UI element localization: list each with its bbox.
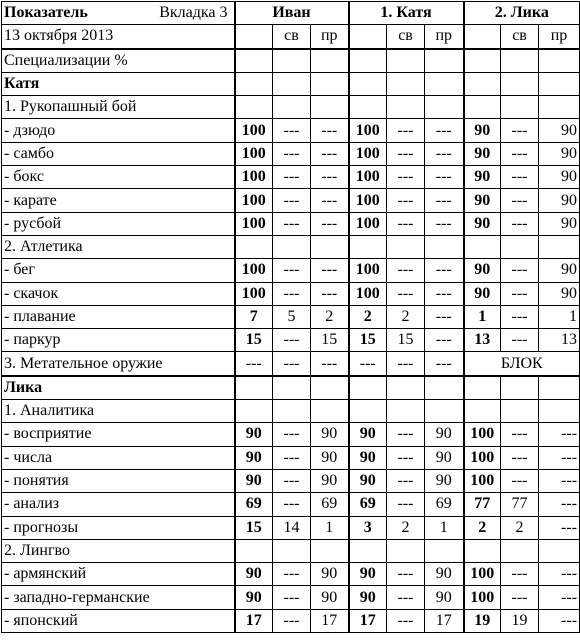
value-cell-pr: --- [539,469,580,492]
empty-cell [235,235,273,258]
value-cell-total: 100 [349,259,387,282]
empty-cell [273,235,311,258]
subheader-sv: св [273,25,311,49]
value-cell-total: 15 [235,329,273,352]
value-cell-total: 2 [464,516,501,539]
row-label: - бег [2,259,235,282]
value-cell-pr: --- [311,282,349,305]
empty-cell [387,96,425,119]
data-row [2,259,580,282]
category-label: 1. Рукопашный бой [2,96,235,119]
value-cell-sv: --- [501,142,539,165]
header-title-cell [2,2,235,25]
value-cell-total: 90 [349,423,387,446]
row-label: - западно-германские [2,586,235,609]
value-cell-pr: 90 [539,282,580,305]
empty-cell [501,49,539,73]
indicator-label: Показатель [4,4,88,22]
block-row [2,352,580,376]
value-cell-pr: --- [539,563,580,586]
value-cell-sv: 77 [501,493,539,516]
value-cell-total: 100 [235,142,273,165]
value-cell-pr: 90 [425,423,464,446]
empty-cell [425,49,464,73]
section-row [2,72,580,95]
group-header-katya: 1. Катя [349,2,464,25]
category-row [2,400,580,423]
value-cell-sv: --- [387,469,425,492]
value-cell-sv: --- [273,212,311,235]
value-cell-sv: --- [273,609,311,632]
empty-cell [311,72,349,95]
empty-cell [235,539,273,562]
category-label: 1. Аналитика [2,400,235,423]
value-cell-pr: --- [425,282,464,305]
empty-cell [425,400,464,423]
empty-cell [539,539,580,562]
value-cell-sv: --- [501,423,539,446]
empty-cell [464,72,501,95]
empty-cell [539,96,580,119]
value-cell-pr: 90 [311,563,349,586]
value-cell-pr: --- [539,516,580,539]
empty-cell [539,400,580,423]
row-label: - плавание [2,305,235,328]
value-cell-pr: --- [539,586,580,609]
empty-cell [273,400,311,423]
empty-cell [425,96,464,119]
value-cell-pr: 90 [311,423,349,446]
value-cell-pr: 17 [311,609,349,632]
value-cell-total: 100 [464,423,501,446]
data-row [2,282,580,305]
value-cell-sv: --- [501,563,539,586]
data-row [2,212,580,235]
empty-cell [464,539,501,562]
value-cell-total: 90 [464,142,501,165]
empty-cell [464,400,501,423]
value-cell-total: 100 [235,282,273,305]
row-label: - восприятие [2,423,235,446]
empty-cell [425,235,464,258]
value-cell-pr: 90 [425,586,464,609]
value-cell-pr: 90 [539,142,580,165]
empty-cell [387,376,425,400]
value-cell-total: 100 [349,166,387,189]
empty-cell [273,376,311,400]
row-label: - паркур [2,329,235,352]
subheader-pr: пр [425,25,464,49]
empty-cell [349,376,387,400]
value-cell-sv: --- [501,259,539,282]
value-cell-sv: 19 [501,609,539,632]
value-cell-pr: --- [425,305,464,328]
value-cell-total: 90 [349,446,387,469]
row-label: - русбой [2,212,235,235]
row-label: - скачок [2,282,235,305]
row-label: - понятия [2,469,235,492]
value-cell: --- [387,352,425,376]
empty-cell [349,539,387,562]
value-cell-pr: 2 [311,305,349,328]
empty-cell [235,49,273,73]
value-cell-sv: --- [273,493,311,516]
value-cell-sv: 5 [273,305,311,328]
value-cell-total: 13 [464,329,501,352]
value-cell: --- [425,352,464,376]
value-cell-sv: 2 [501,516,539,539]
value-cell-total: 100 [464,586,501,609]
value-cell-total: 100 [235,166,273,189]
value-cell-total: 100 [464,563,501,586]
value-cell: --- [235,352,273,376]
value-cell-sv: 14 [273,516,311,539]
value-cell-total: 17 [349,609,387,632]
data-row [2,423,580,446]
empty-cell [501,72,539,95]
value-cell-pr: --- [311,259,349,282]
empty-cell [425,376,464,400]
section-label: Лика [2,376,235,400]
value-cell-sv: --- [273,586,311,609]
value-cell-total: 100 [235,189,273,212]
data-row [2,493,580,516]
value-cell-sv: --- [387,142,425,165]
empty-cell [311,376,349,400]
value-cell-pr: 13 [539,329,580,352]
value-cell-total: 90 [464,282,501,305]
value-cell-pr: 90 [539,119,580,142]
empty-cell [387,72,425,95]
empty-cell [235,72,273,95]
data-row [2,189,580,212]
row-label: - самбо [2,142,235,165]
value-cell-total: 100 [235,259,273,282]
group-header-lika: 2. Лика [464,2,580,25]
row-label: - прогнозы [2,516,235,539]
category-label: 2. Лингво [2,539,235,562]
value-cell-pr: 69 [425,493,464,516]
specializations-label: Специализации % [2,49,235,73]
value-cell-sv: --- [273,329,311,352]
empty-cell [349,235,387,258]
empty-cell [425,539,464,562]
value-cell-sv: --- [387,446,425,469]
data-row [2,166,580,189]
value-cell-total: 100 [349,119,387,142]
empty-cell [311,539,349,562]
value-cell-pr: --- [311,142,349,165]
value-cell-total: 17 [235,609,273,632]
value-cell-pr: 90 [539,212,580,235]
value-cell-total: 100 [235,212,273,235]
empty-cell [501,235,539,258]
value-cell: --- [311,352,349,376]
value-cell-total: 100 [464,446,501,469]
empty-cell [539,235,580,258]
category-row [2,539,580,562]
value-cell-total: 90 [464,189,501,212]
value-cell-total: 100 [349,142,387,165]
row-label: - дзюдо [2,119,235,142]
empty-cell [464,235,501,258]
value-cell-pr: --- [539,423,580,446]
value-cell-pr: --- [425,119,464,142]
value-cell-sv: --- [387,189,425,212]
value-cell-pr: 69 [311,493,349,516]
value-cell-pr: 90 [311,469,349,492]
group-header-ivan: Иван [235,2,349,25]
data-row [2,609,580,632]
empty-cell [235,376,273,400]
subheader-pr: пр [311,25,349,49]
value-cell-pr: 90 [311,586,349,609]
value-cell-sv: 2 [387,516,425,539]
value-cell-total: 90 [464,259,501,282]
value-cell-total: 100 [349,212,387,235]
value-cell-sv: --- [501,446,539,469]
empty-cell [311,400,349,423]
empty-cell [387,235,425,258]
value-cell-pr: --- [425,166,464,189]
value-cell-sv: --- [273,423,311,446]
empty-cell [464,49,501,73]
value-cell-pr: --- [425,189,464,212]
data-row [2,469,580,492]
data-row [2,446,580,469]
data-row [2,119,580,142]
header-row-2 [2,25,580,49]
empty-cell [425,72,464,95]
value-cell-total: 15 [235,516,273,539]
value-cell-sv: --- [273,189,311,212]
value-cell-total: 7 [235,305,273,328]
header-empty-cell [235,25,273,49]
value-cell-total: 1 [464,305,501,328]
value-cell-sv: --- [501,469,539,492]
category-row [2,235,580,258]
value-cell-pr: 90 [311,446,349,469]
empty-cell [273,96,311,119]
empty-cell [464,376,501,400]
value-cell-sv: --- [387,493,425,516]
value-cell: --- [349,352,387,376]
empty-cell [539,376,580,400]
empty-cell [387,539,425,562]
value-cell-total: 90 [464,119,501,142]
value-cell-pr: 15 [311,329,349,352]
data-row [2,563,580,586]
value-cell-total: 90 [349,586,387,609]
value-cell-sv: --- [387,119,425,142]
value-cell-sv: --- [387,586,425,609]
value-cell-total: 90 [235,423,273,446]
value-cell: --- [273,352,311,376]
value-cell-total: 19 [464,609,501,632]
data-row [2,305,580,328]
indicator-table [1,1,580,633]
empty-cell [273,539,311,562]
data-row [2,516,580,539]
value-cell-pr: --- [311,189,349,212]
specializations-row [2,49,580,73]
block-label: БЛОК [464,352,580,376]
value-cell-pr: --- [425,259,464,282]
category-label: 2. Атлетика [2,235,235,258]
value-cell-total: 90 [464,212,501,235]
empty-cell [235,400,273,423]
value-cell-total: 90 [349,469,387,492]
value-cell-pr: 17 [425,609,464,632]
value-cell-sv: --- [501,212,539,235]
value-cell-sv: --- [273,119,311,142]
row-label: - числа [2,446,235,469]
header-row-1 [2,2,580,25]
report-date: 13 октября 2013 [2,25,235,49]
value-cell-sv: --- [501,329,539,352]
value-cell-total: 100 [464,469,501,492]
value-cell-sv: 2 [387,305,425,328]
empty-cell [501,376,539,400]
value-cell-sv: --- [273,166,311,189]
value-cell-pr: 90 [425,563,464,586]
value-cell-total: 90 [235,446,273,469]
value-cell-total: 100 [235,119,273,142]
value-cell-sv: --- [387,259,425,282]
value-cell-total: 90 [235,469,273,492]
empty-cell [311,96,349,119]
value-cell-pr: --- [539,609,580,632]
empty-cell [349,400,387,423]
value-cell-pr: --- [425,329,464,352]
value-cell-pr: --- [539,446,580,469]
value-cell-total: 90 [235,563,273,586]
empty-cell [273,72,311,95]
row-label: - карате [2,189,235,212]
value-cell-sv: --- [501,586,539,609]
value-cell-sv: --- [387,609,425,632]
empty-cell [539,72,580,95]
value-cell-sv: --- [501,189,539,212]
value-cell-total: 69 [235,493,273,516]
tab-label: Вкладка 3 [159,4,228,22]
category-row [2,96,580,119]
empty-cell [349,96,387,119]
empty-cell [311,235,349,258]
value-cell-sv: --- [387,282,425,305]
empty-cell [387,49,425,73]
value-cell-sv: --- [273,259,311,282]
value-cell-sv: --- [387,423,425,446]
empty-cell [349,49,387,73]
table-body [2,49,580,633]
value-cell-pr: 90 [539,189,580,212]
empty-cell [501,539,539,562]
empty-cell [501,400,539,423]
data-row [2,329,580,352]
value-cell-pr: --- [311,119,349,142]
value-cell-total: 15 [349,329,387,352]
value-cell-sv: --- [501,119,539,142]
value-cell-total: 90 [349,563,387,586]
value-cell-sv: --- [387,563,425,586]
empty-cell [539,49,580,73]
header-empty-cell [464,25,501,49]
value-cell-sv: --- [273,469,311,492]
row-label: - японский [2,609,235,632]
value-cell-sv: --- [273,282,311,305]
value-cell-total: 100 [349,189,387,212]
row-label: - анализ [2,493,235,516]
value-cell-pr: 1 [539,305,580,328]
empty-cell [349,72,387,95]
value-cell-sv: 15 [387,329,425,352]
empty-cell [464,96,501,119]
value-cell-pr: 1 [311,516,349,539]
value-cell-pr: --- [311,212,349,235]
value-cell-pr: 1 [425,516,464,539]
value-cell-sv: --- [501,282,539,305]
header-empty-cell [349,25,387,49]
value-cell-sv: --- [273,563,311,586]
value-cell-sv: --- [501,305,539,328]
value-cell-total: 2 [349,305,387,328]
row-label: - армянский [2,563,235,586]
value-cell-pr: --- [425,142,464,165]
value-cell-pr: 90 [425,446,464,469]
value-cell-sv: --- [273,446,311,469]
value-cell-total: 69 [349,493,387,516]
value-cell-pr: --- [425,212,464,235]
subheader-sv: св [501,25,539,49]
value-cell-sv: --- [387,212,425,235]
value-cell-total: 77 [464,493,501,516]
value-cell-pr: --- [539,493,580,516]
empty-cell [273,49,311,73]
empty-cell [235,96,273,119]
empty-cell [311,49,349,73]
value-cell-pr: --- [311,166,349,189]
row-label: 3. Метательное оружие [2,352,235,376]
subheader-pr: пр [539,25,580,49]
data-row [2,142,580,165]
value-cell-pr: 90 [539,259,580,282]
value-cell-pr: 90 [425,469,464,492]
value-cell-sv: --- [387,166,425,189]
subheader-sv: св [387,25,425,49]
empty-cell [501,96,539,119]
data-row [2,586,580,609]
value-cell-total: 90 [235,586,273,609]
section-label: Катя [2,72,235,95]
value-cell-sv: --- [273,142,311,165]
empty-cell [387,400,425,423]
row-label: - бокс [2,166,235,189]
value-cell-total: 90 [464,166,501,189]
value-cell-total: 3 [349,516,387,539]
value-cell-sv: --- [501,166,539,189]
value-cell-total: 100 [349,282,387,305]
section-row [2,376,580,400]
value-cell-pr: 90 [539,166,580,189]
